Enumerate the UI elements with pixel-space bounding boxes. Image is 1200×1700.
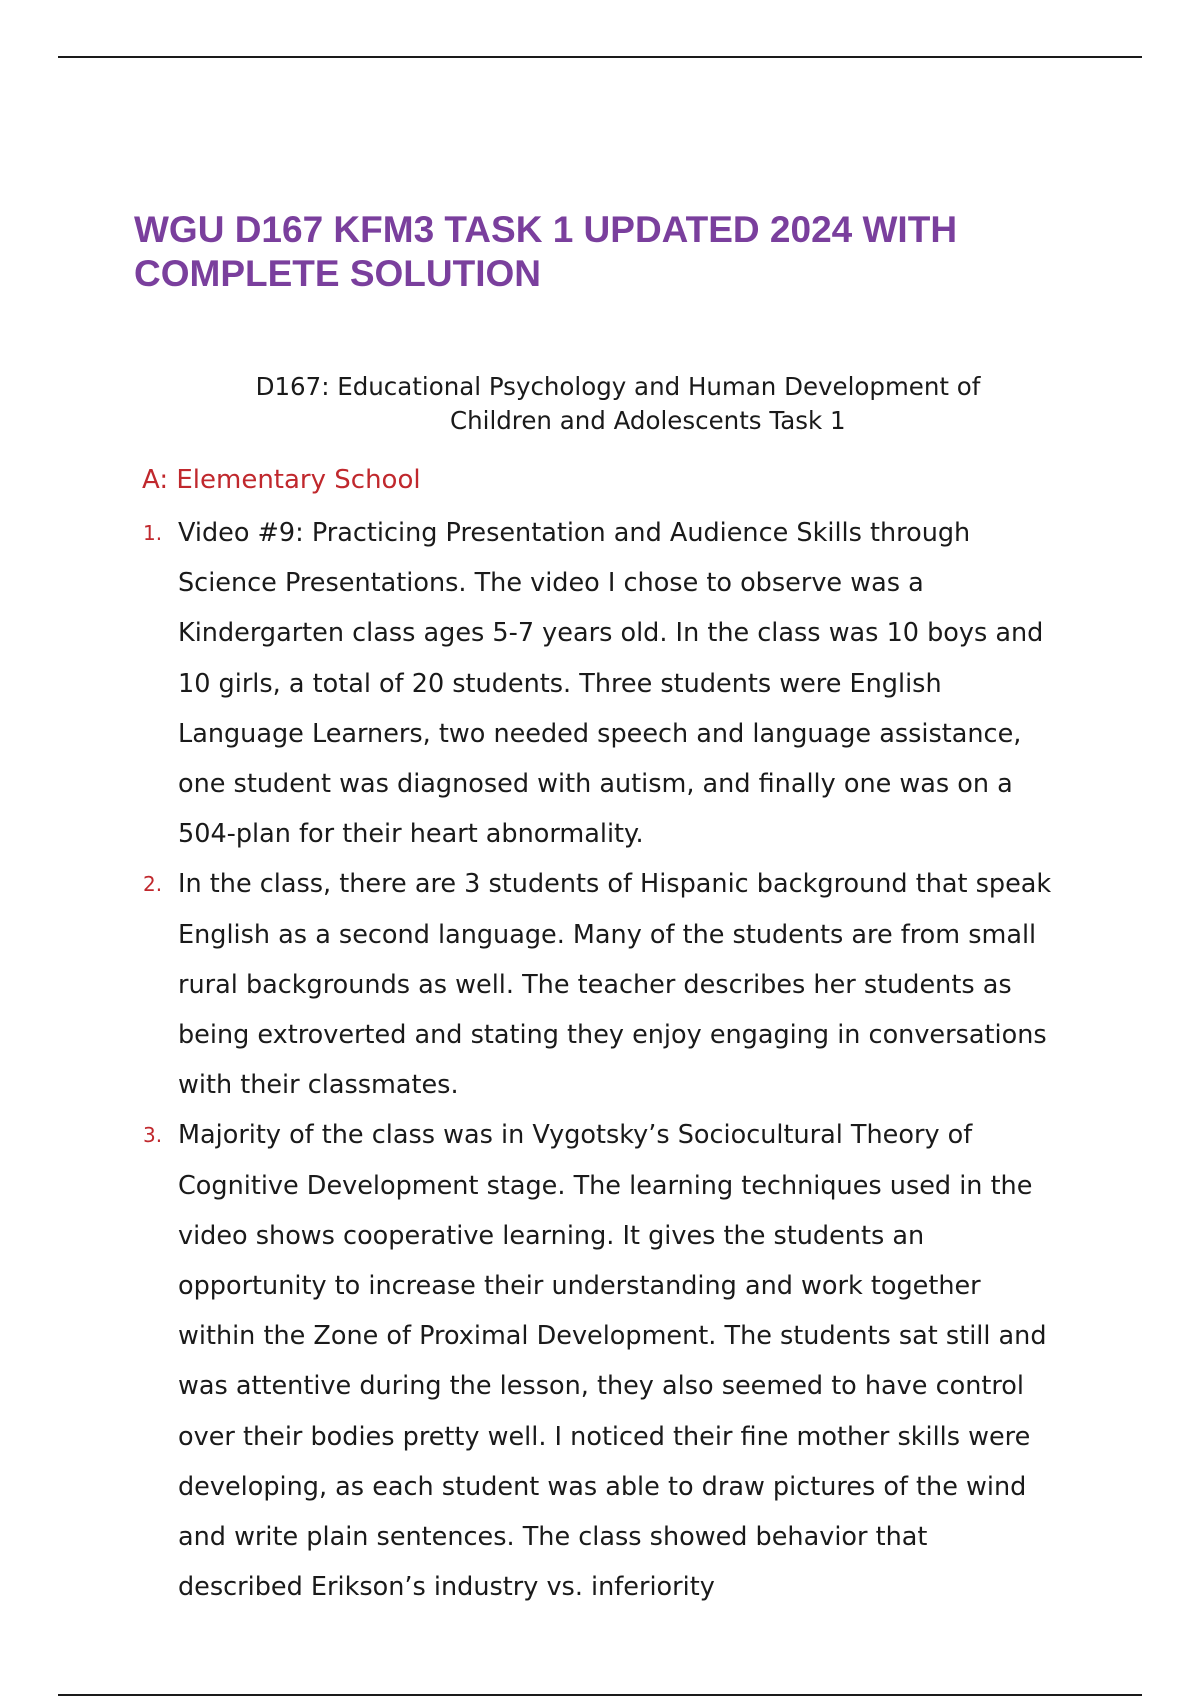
list-item-text: Majority of the class was in Vygotsky’s Sociocultural Theory of Cognitive Development stage. The learning techniques used in the video shows cooperative learning. It gives the students an opportunity to increase their understanding and work together within the Zone of Proximal Development. The students sat still and was attentive during the lesson, they also seemed to have control over their bodies pretty well. I noticed their fine mother skills were developing, as each student was able to draw pictures of the wind and write plain sentences. The class showed behavior that described Erikson’s industry vs. inferiority bbox=[178, 1120, 1047, 1603]
list-item bbox=[138, 1110, 1058, 1612]
list-item-text: In the class, there are 3 students of Hispanic background that speak English as a second language. Many of the students are from small rural backgrounds as well. The teacher describes her students as being extroverted and stating they enjoy engaging in conversations with their classmates. bbox=[178, 869, 1052, 1101]
list-item-number: 3. bbox=[143, 1123, 163, 1148]
document-title: WGU D167 KFM3 TASK 1 UPDATED 2024 WITH COMPLETE SOLUTION bbox=[134, 209, 958, 294]
list-item bbox=[138, 508, 1058, 859]
subtitle-line-2: Children and Adolescents Task 1 bbox=[450, 406, 846, 435]
list-item-number: 1. bbox=[143, 521, 163, 545]
bottom-rule bbox=[58, 1694, 1142, 1696]
list-item-text: Video #9: Practicing Presentation and Audience Skills through Science Presentations. The video I chose to observe was a Kindergarten class ages 5-7 years old. In the class was 10 boys and 10 girls, a total of 20 students. Three students were English Language Learners, two needed speech and language assistance, one student was diagnosed with autism, and finally one was on a 504-plan for their heart abnormality. bbox=[178, 518, 1044, 850]
top-rule bbox=[58, 56, 1142, 58]
document-subtitle bbox=[150, 370, 1050, 438]
list-item bbox=[138, 859, 1058, 1110]
list-item-number: 2. bbox=[143, 872, 163, 897]
subtitle-line-1: D167: Educational Psychology and Human Development of bbox=[255, 372, 981, 401]
section-heading: A: Elementary School bbox=[142, 465, 421, 495]
answer-list bbox=[138, 508, 1058, 1612]
